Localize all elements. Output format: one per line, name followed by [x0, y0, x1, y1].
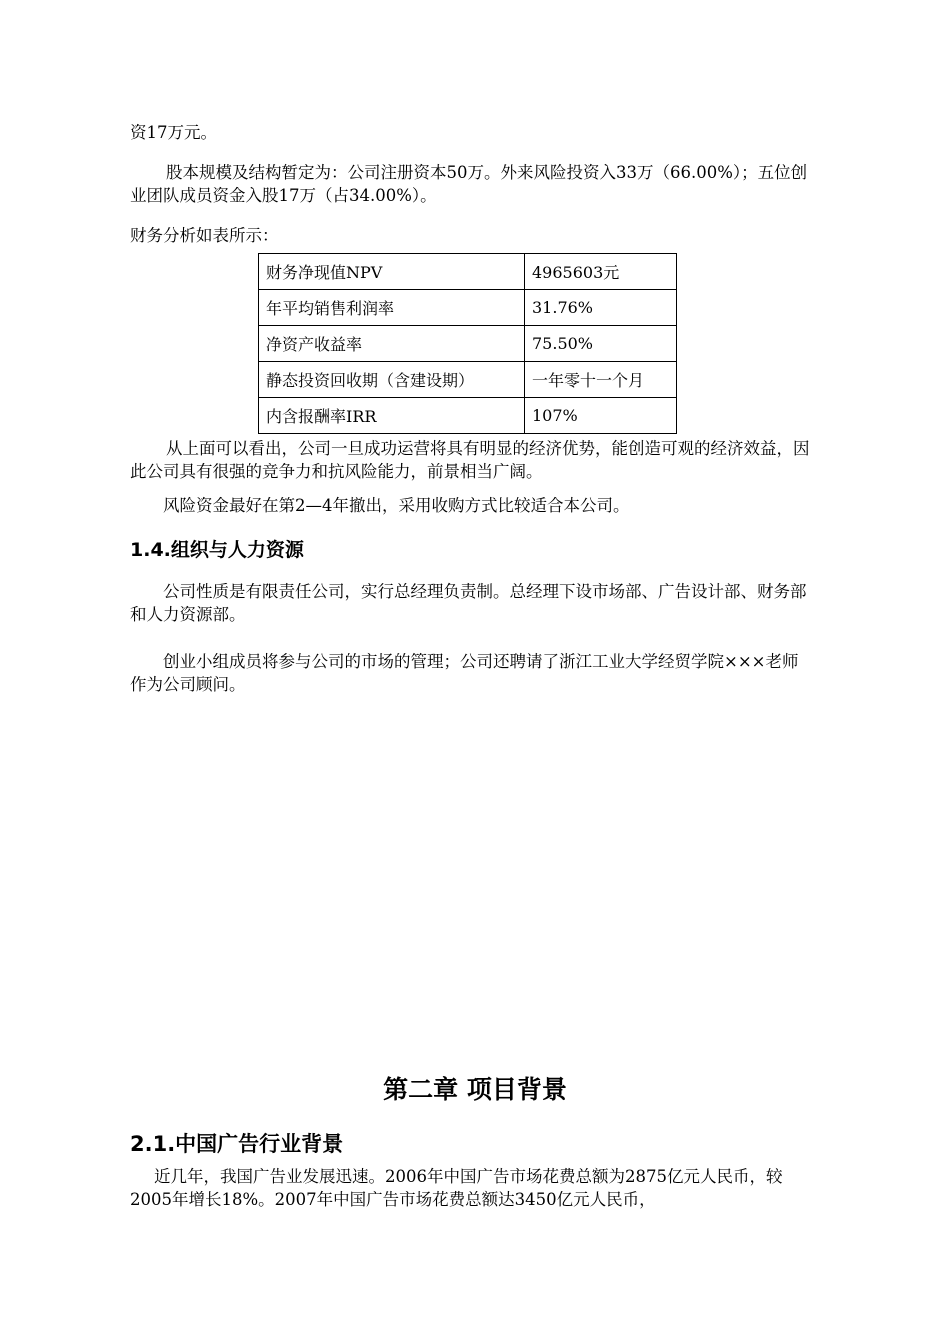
- paragraph-company-structure: 公司性质是有限责任公司，实行总经理负责制。总经理下设市场部、广告设计部、财务部和人力资源部。: [130, 582, 807, 624]
- table-cell-value: 107%: [525, 398, 677, 434]
- table-row: [259, 254, 677, 290]
- table-cell-value: 4965603元: [525, 254, 677, 290]
- paragraph-conclusion: 从上面可以看出，公司一旦成功运营将具有明显的经济优势，能创造可观的经济效益，因此公司具有很强的竞争力和抗风险能力，前景相当广阔。: [130, 439, 810, 481]
- paragraph-exit-strategy: 风险资金最好在第2—4年撤出，采用收购方式比较适合本公司。: [163, 496, 630, 515]
- table-cell-label: 年平均销售利润率: [259, 290, 525, 326]
- table-row: [259, 326, 677, 362]
- table-row: [259, 398, 677, 434]
- table-cell-value: 31.76%: [525, 290, 677, 326]
- table-cell-label: 财务净现值NPV: [259, 254, 525, 290]
- table-cell-value: 一年零十一个月: [525, 362, 677, 398]
- paragraph-capital-remainder: 资17万元。: [130, 123, 217, 142]
- paragraph-team-advisor: 创业小组成员将参与公司的市场的管理；公司还聘请了浙江工业大学经贸学院×××老师作为公司顾问。: [130, 652, 799, 694]
- paragraph-finance-intro: 财务分析如表所示：: [130, 226, 279, 245]
- table-cell-label: 内含报酬率IRR: [259, 398, 525, 434]
- section-heading-organization: 1.4.组织与人力资源: [130, 539, 304, 561]
- table-row: [259, 290, 677, 326]
- paragraph-ad-market-growth: 近几年，我国广告业发展迅速。2006年中国广告市场花费总额为2875亿元人民币，较2005年增长18%。2007年中国广告市场花费总额达3450亿元人民币，: [130, 1167, 783, 1209]
- table-cell-value: 75.50%: [525, 326, 677, 362]
- finance-table: [258, 253, 677, 434]
- section-heading-industry-background: 2.1.中国广告行业背景: [130, 1132, 344, 1156]
- table-row: [259, 362, 677, 398]
- paragraph-equity-structure: 股本规模及结构暂定为：公司注册资本50万。外来风险投资入33万（66.00%）；五位创业团队成员资金入股17万（占34.00%）。: [130, 163, 808, 205]
- table-cell-label: 静态投资回收期（含建设期）: [259, 362, 525, 398]
- table-cell-label: 净资产收益率: [259, 326, 525, 362]
- chapter-title: 第二章 项目背景: [383, 1075, 567, 1104]
